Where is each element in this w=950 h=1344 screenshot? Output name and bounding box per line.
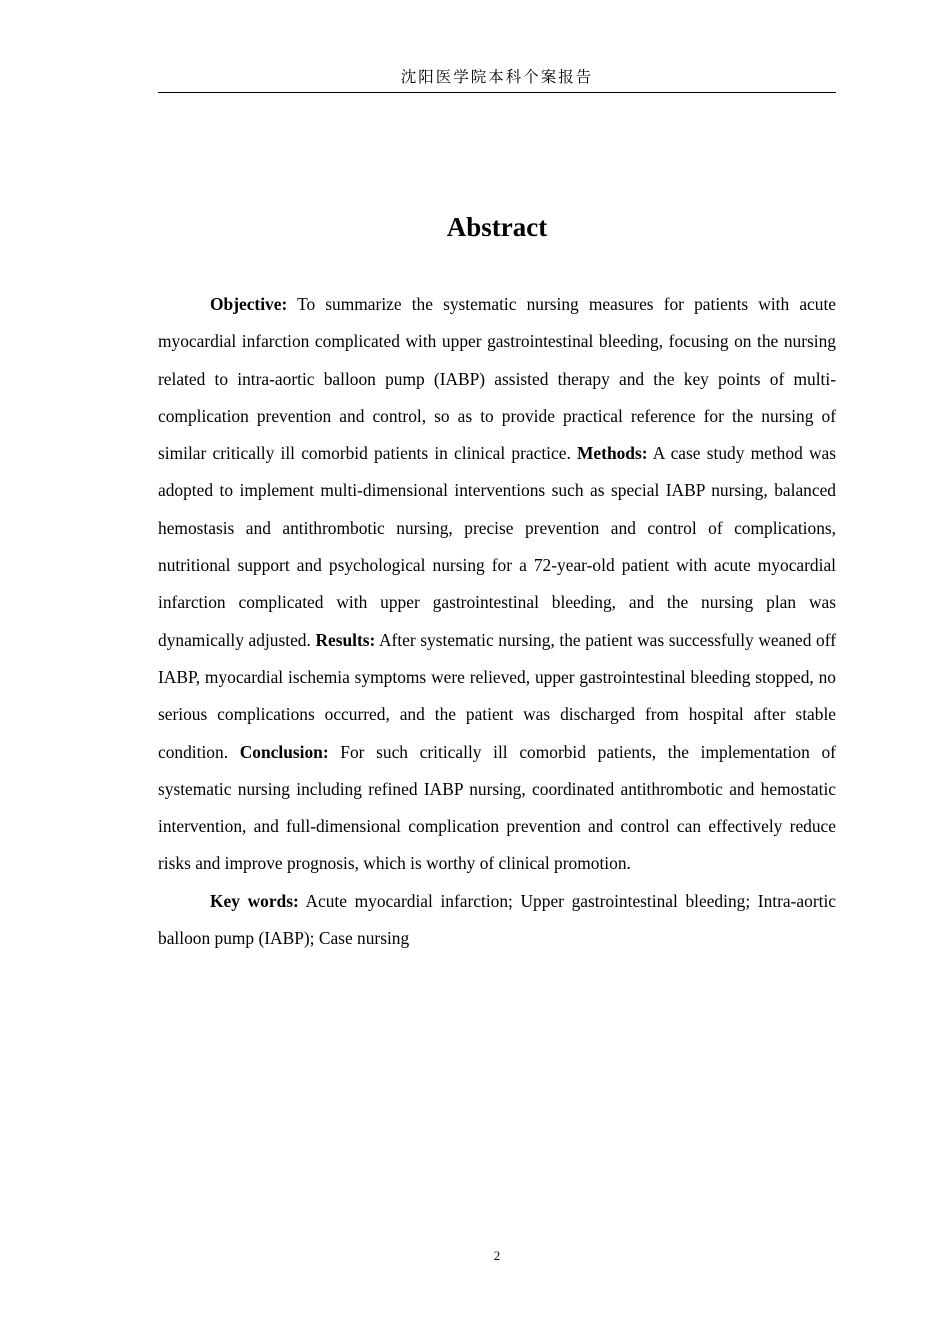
page-number: 2 <box>493 1248 501 1263</box>
methods-label: Methods: <box>577 443 648 464</box>
results-text: After systematic nursing, the patient was successfully weaned off IABP, myocardial ischemia symptoms were relieved, upper gastrointestinal bleeding stopped, no serious complications occurred, and the patient was discharged from hospital after stable condition. <box>158 629 836 762</box>
keywords-paragraph <box>158 883 836 958</box>
objective-text: To summarize the systematic nursing measures for patients with acute myocardial infarction complicated with upper gastrointestinal bleeding, focusing on the nursing related to intra-aortic balloon pump (IABP) assisted therapy and the key points of multi-complication prevention and control, so as to provide practical reference for the nursing of similar critically ill comorbid patients in clinical practice. <box>158 294 836 464</box>
objective-label: Objective: <box>210 294 288 314</box>
abstract-paragraph <box>158 286 836 883</box>
results-label: Results: <box>315 629 376 650</box>
keywords-text: Acute myocardial infarction; Upper gastrointestinal bleeding; Intra-aortic balloon pump (IABP); Case nursing <box>158 890 837 949</box>
conclusion-text: For such critically ill comorbid patients, the implementation of systematic nursing including refined IABP nursing, coordinated antithrombotic and hemostatic intervention, and full-dimensional complication prevention and control can effectively reduce risks and improve prognosis, which is worthy of clinical promotion. <box>158 741 836 874</box>
page-title: Abstract <box>446 212 548 242</box>
abstract-body <box>158 286 836 957</box>
conclusion-label: Conclusion: <box>239 741 329 762</box>
keywords-label: Key words: <box>210 890 299 911</box>
page-header: 沈阳医学院本科个案报告 <box>158 66 836 93</box>
methods-text: A case study method was adopted to implement multi-dimensional interventions such as special IABP nursing, balanced hemostasis and antithrombotic nursing, precise prevention and control of complications, nutritional support and psychological nursing for a 72-year-old patient with acute myocardial infarction complicated with upper gastrointestinal bleeding, and the nursing plan was dynamically adjusted. <box>158 443 837 650</box>
